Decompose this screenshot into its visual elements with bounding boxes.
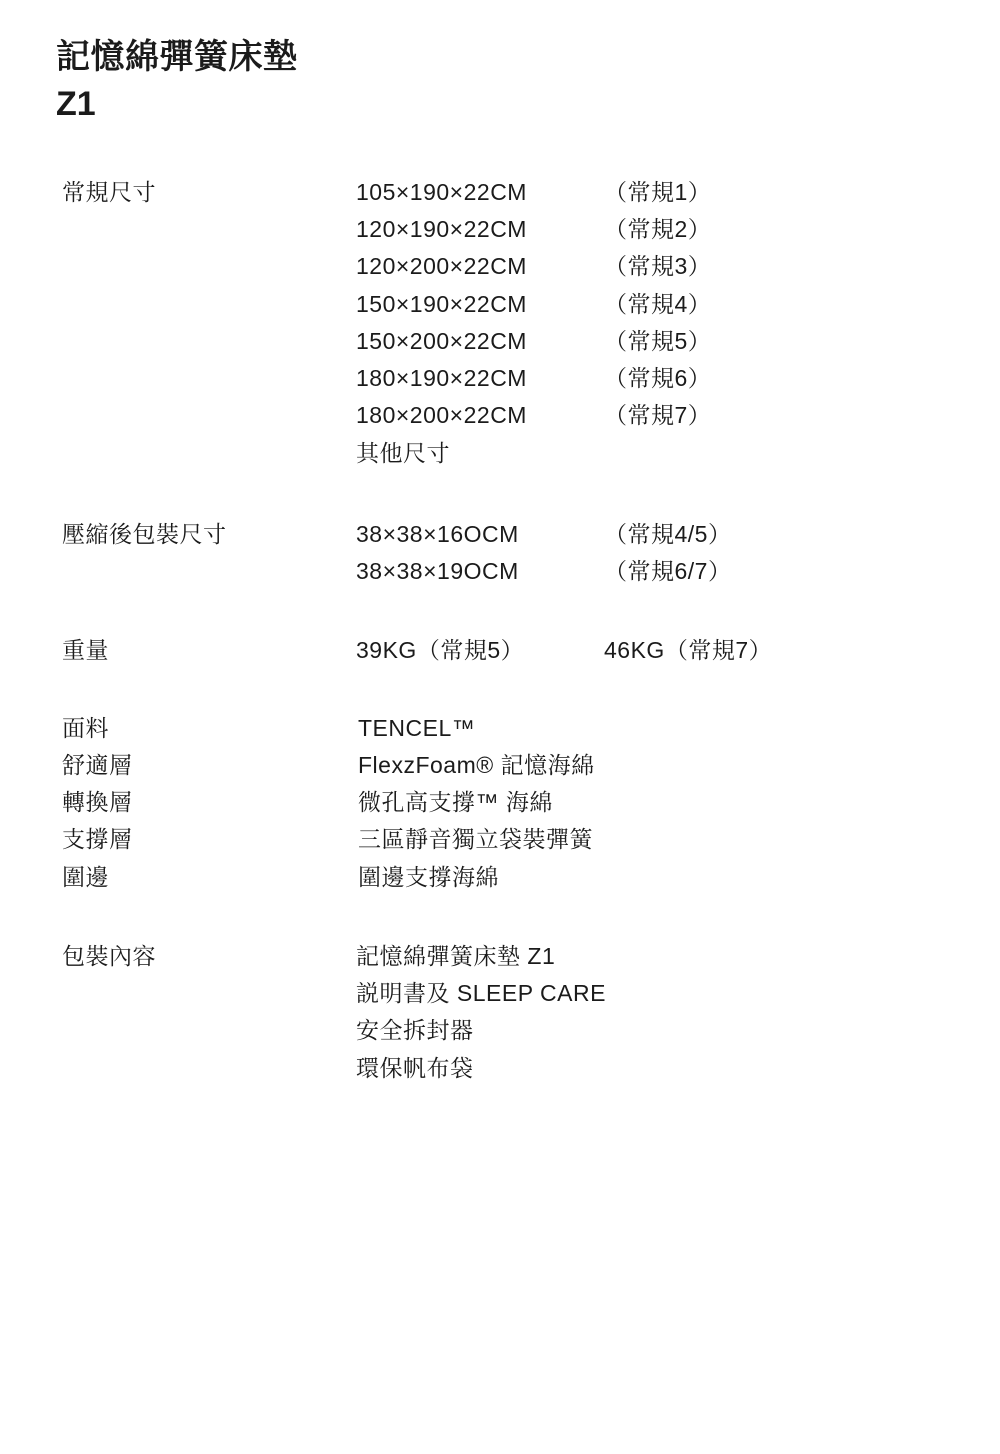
page-title — [56, 34, 944, 128]
material-value: TENCEL™ — [358, 714, 476, 741]
size-note: （常規1） — [604, 178, 712, 205]
spec-label-weight: 重量 — [62, 637, 109, 664]
spec-row-standard-sizes — [56, 174, 944, 472]
list-item — [356, 323, 944, 360]
list-item — [356, 248, 944, 285]
spec-label-materials — [56, 710, 356, 896]
spec-row-materials — [56, 710, 944, 896]
size-value: 180×200×22CM — [356, 402, 527, 429]
spec-row-compressed-package — [56, 516, 944, 591]
list-item — [356, 286, 944, 323]
spec-row-package-contents — [56, 938, 944, 1087]
material-label: 面料 — [62, 714, 109, 741]
spacer — [56, 670, 944, 710]
list-item — [356, 360, 944, 397]
spec-row-weight — [56, 632, 944, 669]
size-note: （常規3） — [604, 253, 712, 280]
list-item — [356, 516, 944, 553]
spacer — [56, 590, 944, 632]
size-note: （常規5） — [604, 327, 712, 354]
package-size-note: （常規4/5） — [604, 520, 732, 547]
spec-label-standard-sizes: 常規尺寸 — [62, 178, 156, 205]
list-item: 環保帆布袋 — [356, 1054, 474, 1081]
spec-label-compressed-package: 壓縮後包裝尺寸 — [62, 520, 227, 547]
list-item: 記憶綿彈簧床墊 Z1 — [356, 942, 556, 969]
list-item — [356, 211, 944, 248]
size-value: 105×190×22CM — [356, 178, 527, 205]
size-value: 150×190×22CM — [356, 290, 527, 317]
list-item — [356, 553, 944, 590]
size-note: （常規6） — [604, 365, 712, 392]
package-size-value: 38×38×16OCM — [356, 520, 519, 547]
package-size-note: （常規6/7） — [604, 558, 732, 585]
spec-values-materials — [356, 710, 944, 896]
product-name: 記憶綿彈簧床墊 — [56, 38, 298, 76]
size-value: 其他尺寸 — [356, 439, 450, 466]
list-item — [356, 174, 944, 211]
material-value: 三區靜音獨立袋裝彈簧 — [358, 826, 593, 853]
list-item — [356, 397, 944, 434]
spec-values-package-contents — [356, 938, 944, 1087]
size-value: 150×200×22CM — [356, 327, 527, 354]
material-value: 微孔高支撐™ 海綿 — [358, 789, 553, 816]
material-label: 舒適層 — [62, 751, 133, 778]
package-size-value: 38×38×19OCM — [356, 558, 519, 585]
weight-value-secondary: 46KG（常規7） — [604, 637, 773, 664]
size-note: （常規7） — [604, 402, 712, 429]
spacer — [56, 472, 944, 516]
material-label: 轉換層 — [62, 789, 133, 816]
product-model: Z1 — [56, 84, 96, 123]
size-note: （常規2） — [604, 216, 712, 243]
spec-values-compressed-package — [356, 516, 944, 591]
spec-label-package-contents: 包裝內容 — [62, 942, 156, 969]
size-note: （常規4） — [604, 290, 712, 317]
list-item — [356, 435, 944, 472]
weight-value-primary: 39KG（常規5） — [356, 637, 525, 664]
spec-values-weight — [356, 632, 944, 669]
spec-values-standard-sizes — [356, 174, 944, 472]
spacer — [56, 896, 944, 938]
material-label: 圍邊 — [62, 863, 109, 890]
material-value: FlexzFoam® 記憶海綿 — [358, 751, 595, 778]
size-value: 120×190×22CM — [356, 216, 527, 243]
list-item — [356, 632, 944, 669]
list-item: 説明書及 SLEEP CARE — [356, 980, 606, 1007]
material-value: 圍邊支撐海綿 — [358, 863, 499, 890]
list-item: 安全拆封器 — [356, 1017, 474, 1044]
size-value: 120×200×22CM — [356, 253, 527, 280]
size-value: 180×190×22CM — [356, 365, 527, 392]
material-label: 支撐層 — [62, 826, 133, 853]
